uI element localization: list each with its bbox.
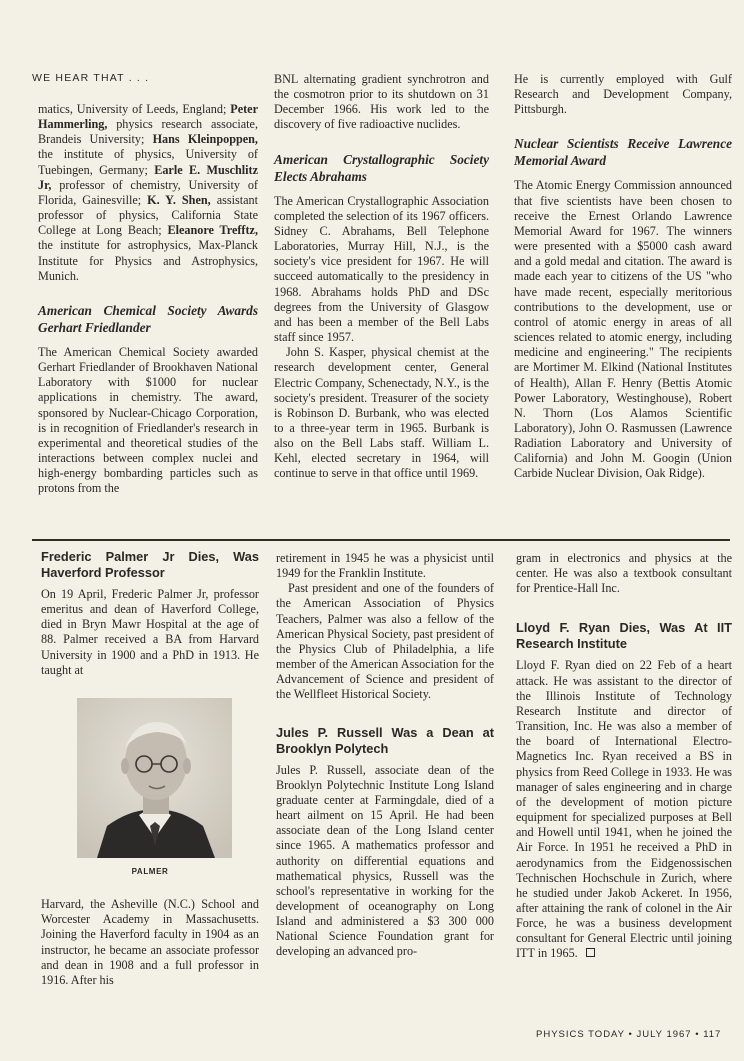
palmer-paragraph-1: On 19 April, Frederic Palmer Jr, professor emeritus and dean of Haverford College, died in Bryn Mawr Hospital at the age of 88. Palmer received a BA from Harvard University in 1900 and a PhD in 1913. He taught at [41, 587, 259, 677]
person-name: Earle E. Muschlitz Jr, [38, 162, 258, 192]
text-segment: the institute of physics, University of Tuebingen, Germany; [38, 147, 258, 177]
russell-obituary-title: Jules P. Russell Was a Dean at Brooklyn Polytech [276, 724, 494, 756]
text-segment: professor of chemistry, University of Florida, Gainesville; [38, 177, 258, 207]
section-divider [32, 539, 730, 541]
text-segment: physics research associate, Brandeis University; [38, 117, 258, 147]
acs-article-body: The American Chemical Society awarded Gerhart Friedlander of Brookhaven National Laboratory with $1000 for nuclear applications in chemistry. The award, sponsored by Nuclear-Chicago Corporation, is in recognition of Friedlander's research in experimental and theoretical studies of the interactions between complex nuclei and high-energy bombarding particles such as protons from the [38, 344, 258, 496]
person-name: Eleanore Trefftz, [167, 223, 258, 238]
crystallographic-paragraph-1: The American Crystallographic Association completed the selection of its 1967 officers. Sidney C. Abrahams, Bell Telephone Laboratories, Murray Hill, N.J., is the society's vice president for 1967. He will succeed automatically to the presidency in 1968. Abrahams holds PhD and DSc degrees from the University of Glasgow and has been a member of the Bell Labs staff since 1957. [274, 193, 489, 345]
person-name: K. Y. Shen, [147, 192, 211, 207]
column-3-top [514, 72, 732, 482]
column-1-bottom [41, 549, 259, 988]
end-of-article-mark [586, 948, 595, 957]
text-segment: matics, University of Leeds, England; [38, 102, 231, 116]
column-2-top [274, 72, 489, 482]
page-footer: PHYSICS TODAY • JULY 1967 • 117 [536, 1029, 722, 1040]
column-1-top [38, 102, 258, 496]
palmer-portrait-photo [77, 698, 232, 858]
lawrence-article-title: Nuclear Scientists Receive Lawrence Memorial Award [514, 136, 732, 169]
we-hear-that-list [38, 102, 258, 284]
column-3-bottom [516, 551, 732, 962]
ryan-body [516, 658, 732, 961]
russell-body: Jules P. Russell, associate dean of the Brooklyn Polytechnic Institute Long Island graduate center at Farmingdale, died of a heart ailment on 15 April. He had been associate dean of the Long Island center since 1965. A mathematics professor and authority on differential equations and mathematical physics, Russell was the school's representative in working for the development of oceanography on Long Island and administered a $3 300 000 National Science Foundation grant for developing an advanced pro- [276, 762, 494, 959]
text-segment: the institute for astrophysics, Max-Planck Institute for Physics and Astrophysics, Munich. [38, 238, 258, 283]
ryan-body-text: Lloyd F. Ryan died on 22 Feb of a heart attack. He was assistant to the director of the Illinois Institute of Technology Research Institute and director of Transition, Inc. He was also a member of the board of International Electro-Magnetics Inc. Ryan received a BS in physics from Reed College in 1933. He was manager of sales engineering and in charge of the development of motion picture equipment for specialized purposes at Bell and Howell until 1941, when he joined the Air Force. In 1951 he received a PhD in aerodynamics from the Eidgenossischen Technischen Hochschule in Zurich, where he studied under Jakob Ackeret. In 1956, after attaining the rank of colonel in the Air Force, he was a business development consultant for General Electric until joining ITT in 1965. [516, 658, 732, 961]
text-segment: assistant professor of physics, California State College at Long Beach; [38, 192, 258, 238]
russell-continuation: gram in electronics and physics at the center. He was also a textbook consultant for Prentice-Hall Inc. [516, 551, 732, 596]
palmer-continuation-2: Past president and one of the founders of the American Association of Physics Teachers, Palmer was also a fellow of the American Physical Society, past president of the Physics Club of Philadelphia, a life member of the American Association for the Advancement of Science and president of the Wellfleet Historical Society. [276, 581, 494, 702]
palmer-continuation: retirement in 1945 he was a physicist until 1949 for the Franklin Institute. [276, 551, 494, 581]
lawrence-article-body: The Atomic Energy Commission announced that five scientists have been chosen to receive the Ernest Orlando Lawrence Memorial Award for 1967. The winners were presented with a $5000 cash award and a gold medal and citation. The award is made each year to citizens of the US "who have made recent, especially meritorious contributions to the development, use or control of atomic energy in areas of all sciences related to atomic energy, including medicine and engineering." The recipients are Mortimer M. Elkind (National Institutes of Health), Allan F. Henry (Bettis Atomic Power Laboratory, Westinghouse), Robert N. Thorn (Los Alamos Scientific Laboratory), John O. Rasmussen (Lawrence Radiation Laboratory and University of California) and John M. Googin (Union Carbide Nuclear Division, Oak Ridge). [514, 178, 732, 481]
photo-caption: PALMER [131, 866, 169, 876]
crystallographic-article-title: American Crystallographic Society Elects Abrahams [274, 151, 489, 184]
acs-article-title: American Chemical Society Awards Gerhart Friedlander [38, 302, 258, 335]
person-name: Hans Kleinpoppen, [152, 132, 258, 147]
palmer-paragraph-2: Harvard, the Asheville (N.C.) School and Worcester Academy in Massachusetts. Joining the Haverford faculty in 1904 as an instructor, he became an associate professor and dean in 1908 and a full professor in 1916. After his [41, 897, 259, 987]
ryan-obituary-title: Lloyd F. Ryan Dies, Was At IIT Research Institute [516, 620, 732, 652]
running-head: WE HEAR THAT . . . [32, 72, 150, 84]
bnl-continuation: BNL alternating gradient synchrotron and the cosmotron prior to its shutdown on 31 December 1966. His work led to the discovery of five radioactive nuclides. [274, 72, 489, 132]
gulf-continuation: He is currently employed with Gulf Research and Development Company, Pittsburgh. [514, 72, 732, 117]
palmer-obituary-title: Frederic Palmer Jr Dies, Was Haverford Professor [41, 549, 259, 580]
crystallographic-paragraph-2: John S. Kasper, physical chemist at the research development center, General Electric Company, Schenectady, N.Y., is the society's president. Treasurer of the society is Robinson D. Burbank, who was elected to a three-year term in 1965. Burbank is also on the Bell Labs staff. William L. Kehl, elected secretary in 1964, will continue to serve in that office until 1969. [274, 345, 489, 481]
column-2-bottom [276, 551, 494, 960]
person-name: Peter Hammerling, [38, 102, 258, 132]
